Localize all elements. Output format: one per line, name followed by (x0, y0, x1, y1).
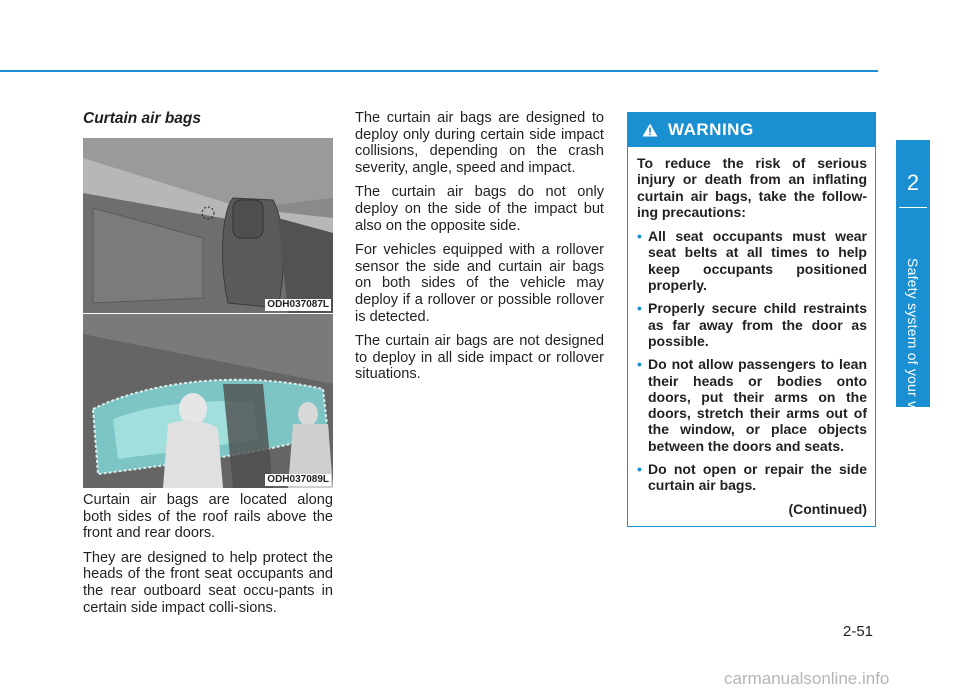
bullet-icon: • (637, 461, 642, 478)
warning-heading: WARNING (668, 120, 754, 139)
bullet-icon: • (637, 228, 642, 245)
warning-item: • Do not open or repair the side curtain air bags. (637, 461, 867, 494)
warning-body (628, 147, 875, 517)
paragraph: The curtain air bags are not designed to deploy in all side impact or rollover situations. (355, 333, 604, 383)
interior-illustration-2 (83, 314, 333, 488)
paragraph: For vehicles equipped with a rollover sensor the side and curtain air bags on both sides of the vehicle may deploy if a rollover or possible rollover is detected. (355, 242, 604, 325)
chapter-tab (896, 140, 930, 446)
figure-airbag-deployed (83, 314, 333, 488)
figure-interior-top (83, 138, 333, 313)
paragraph: Curtain air bags are located along both sides of the roof rails above the front and rear doors. (83, 492, 333, 542)
middle-column-text (355, 110, 604, 391)
warning-triangle-icon (642, 123, 658, 137)
figure-code: ODH037087L (267, 299, 329, 310)
warning-list (637, 228, 867, 493)
continued-label: (Continued) (788, 500, 867, 517)
watermark: carmanualsonline.info (724, 669, 890, 688)
paragraph: The curtain air bags are designed to deploy only during certain side impact collisions, depending on the crash severity, angle, speed and impact. (355, 110, 604, 176)
bullet-icon: • (637, 356, 642, 373)
warning-intro: To reduce the risk of serious injury or death from an inflating curtain air bags, take the follow-ing precautions: (637, 155, 867, 220)
interior-illustration-1 (83, 138, 333, 313)
paragraph: They are designed to help protect the heads of the front seat occupants and the rear outboard seat occu-pants in certain side impact colli-sions. (83, 549, 333, 616)
section-title: Curtain air bags (83, 110, 201, 127)
header-rule (0, 70, 878, 72)
page-number: 2-51 (843, 623, 874, 640)
chapter-title: Safety system of your vehicle (905, 258, 921, 446)
warning-box (627, 112, 876, 527)
chapter-number: 2 (906, 170, 920, 195)
warning-item: • All seat occupants must wear seat belts at all times to help keep occupants positioned properly. (637, 228, 867, 294)
bullet-icon: • (637, 300, 642, 317)
warning-item: • Do not allow passengers to lean their heads or bodies onto doors, put their arms on the doors, stretch their arms out of the window, or place objects between the doors and seats. (637, 356, 867, 454)
paragraph: The curtain air bags do not only deploy on the side of the impact but also on the opposite side. (355, 184, 604, 234)
left-column-text (83, 492, 333, 624)
chapter-divider (899, 207, 927, 208)
figure-code: ODH037089L (267, 474, 329, 485)
warning-item: • Properly secure child restraints as far away from the door as possible. (637, 300, 867, 349)
warning-header (628, 113, 875, 147)
